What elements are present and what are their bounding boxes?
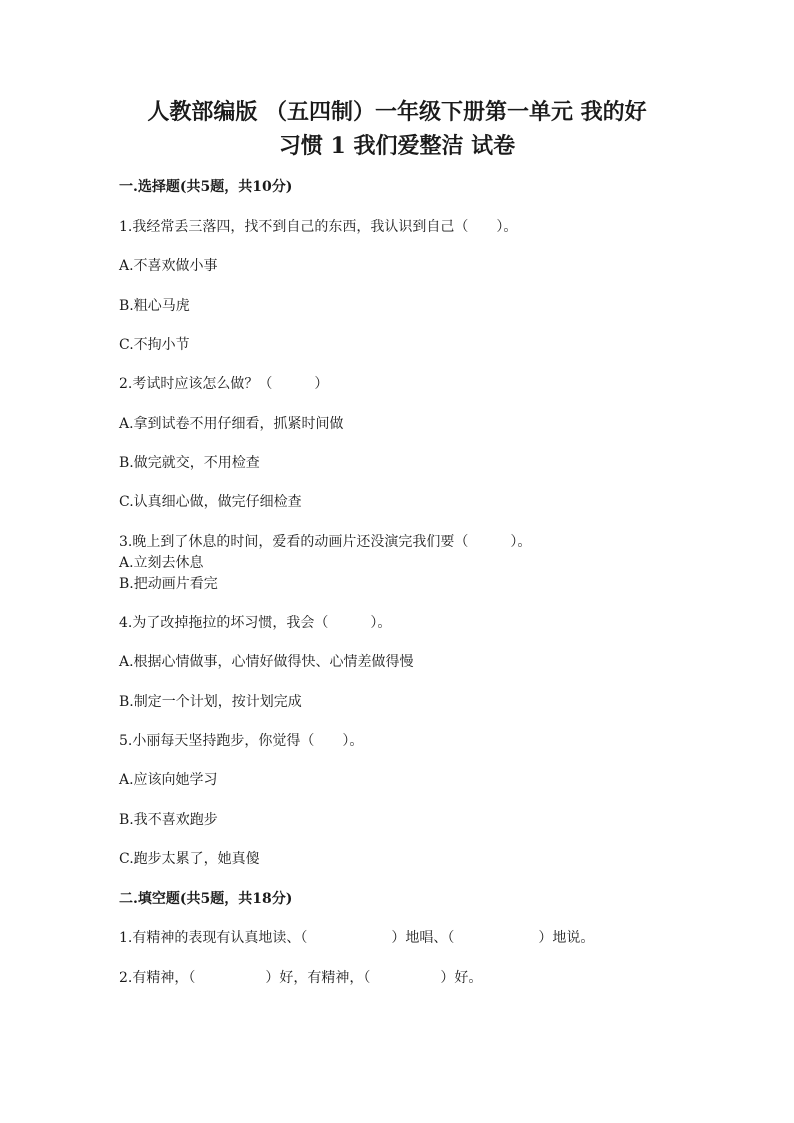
question-stem: 3.晚上到了休息的时间，爱看的动画片还没演完我们要（ ）。 — [119, 534, 532, 550]
question-option: A.根据心情做事，心情好做得快、心情差做得慢 — [119, 654, 414, 670]
question-option: B.做完就交，不用检查 — [119, 455, 260, 471]
fill-question: 2.有精神，（ ）好，有精神，（ ）好。 — [119, 970, 483, 986]
question-stem: 4.为了改掉拖拉的坏习惯，我会（ ）。 — [119, 615, 392, 631]
exam-title-line-1: 人教部编版 （五四制）一年级下册第一单元 我的好 — [147, 99, 647, 125]
fill-question: 1.有精神的表现有认真地读、（ ）地唱、（ ）地说。 — [119, 930, 595, 946]
question-option: A.拿到试卷不用仔细看，抓紧时间做 — [119, 416, 344, 432]
question-stem: 2.考试时应该怎么做？（ ） — [119, 376, 329, 392]
question-stem: 1.我经常丢三落四，找不到自己的东西，我认识到自己（ ）。 — [119, 219, 518, 235]
question-option: B.把动画片看完 — [119, 576, 218, 592]
question-option: C.跑步太累了，她真傻 — [119, 851, 260, 867]
exam-title-line-2: 习惯 1 我们爱整洁 试卷 — [278, 133, 516, 159]
question-option: B.粗心马虎 — [119, 298, 190, 314]
section-heading-fill: 二.填空题(共5题，共18分) — [119, 891, 293, 907]
section-heading-choice: 一.选择题(共5题，共10分) — [119, 179, 293, 195]
question-option: B.我不喜欢跑步 — [119, 812, 218, 828]
question-option: C.不拘小节 — [119, 337, 190, 353]
question-option: A.立刻去休息 — [119, 555, 204, 571]
question-option: A.应该向她学习 — [119, 772, 218, 788]
question-option: A.不喜欢做小事 — [119, 258, 218, 274]
question-stem: 5.小丽每天坚持跑步，你觉得（ ）。 — [119, 733, 364, 749]
question-option: B.制定一个计划，按计划完成 — [119, 694, 302, 710]
question-option: C.认真细心做，做完仔细检查 — [119, 494, 302, 510]
